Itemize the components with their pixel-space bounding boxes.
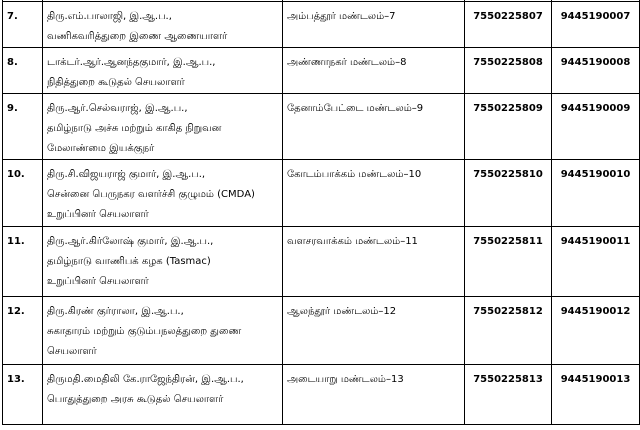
serial-number: 8. <box>3 48 43 94</box>
officer-cell <box>43 297 283 365</box>
serial-number: 10. <box>3 160 43 227</box>
phone-number-1: 7550225812 <box>465 297 552 365</box>
zone-name: அடையாறு மண்டலம்–13 <box>283 365 465 425</box>
serial-number: 13. <box>3 365 43 425</box>
officer-name: திரு.ஆர்.செல்வராஜ், இ.ஆ.ப., <box>47 103 188 114</box>
officer-designation: பொதுத்துறை அரசு கூடுதல் செயலாளர் <box>47 394 224 405</box>
phone-number-1: 7550225810 <box>465 160 552 227</box>
officer-cell <box>43 365 283 425</box>
phone-number-1: 7550225811 <box>465 227 552 297</box>
zone-name: அண்ணாநகர் மண்டலம்–8 <box>283 48 465 94</box>
serial-number: 12. <box>3 297 43 365</box>
phone-number-2: 9445190010 <box>552 160 640 227</box>
officer-cell <box>43 2 283 48</box>
zone-name: ஆலந்தூர் மண்டலம்–12 <box>283 297 465 365</box>
phone-number-2: 9445190009 <box>552 94 640 160</box>
zone-name: வளசரவாக்கம் மண்டலம்–11 <box>283 227 465 297</box>
table-row <box>3 365 640 425</box>
phone-number-1: 7550225813 <box>465 365 552 425</box>
officer-designation: மேலாண்மை இயக்குநர் <box>47 143 155 154</box>
zone-name: தேனாம்பேட்டை மண்டலம்–9 <box>283 94 465 160</box>
phone-number-1: 7550225807 <box>465 2 552 48</box>
officer-designation: செயலாளர் <box>47 346 97 357</box>
officer-designation: நிதித்துறை கூடுதல் செயலாளர் <box>47 77 185 88</box>
phone-number-2: 9445190012 <box>552 297 640 365</box>
serial-number: 11. <box>3 227 43 297</box>
officer-designation: தமிழ்நாடு அச்சு மற்றும் காகித நிறுவன <box>47 123 222 134</box>
officer-designation: வணிகவரித்துறை இணை ஆணையாளர் <box>47 31 228 42</box>
officer-zone-table <box>2 0 640 425</box>
serial-number: 7. <box>3 2 43 48</box>
officer-cell <box>43 160 283 227</box>
phone-number-1: 7550225808 <box>465 48 552 94</box>
officer-name: திரு.கிரண் குர்ராலா, இ.ஆ.ப., <box>47 306 184 317</box>
officer-name: டாக்டர்.ஆர்.ஆனந்தகுமார், இ.ஆ.ப., <box>47 57 216 68</box>
officer-name: திரு.எம்.பாலாஜி, இ.ஆ.ப., <box>47 11 172 22</box>
officer-designation: தமிழ்நாடு வாணிபக் கழக (Tasmac) <box>47 256 211 267</box>
phone-number-2: 9445190007 <box>552 2 640 48</box>
serial-number: 9. <box>3 94 43 160</box>
officer-designation: உறுப்பினர் செயலாளர் <box>47 276 149 287</box>
officer-cell <box>43 48 283 94</box>
zone-name: அம்பத்தூர் மண்டலம்–7 <box>283 2 465 48</box>
officer-name: திரு.ஆர்.கிர்லோஷ் குமார், இ.ஆ.ப., <box>47 236 214 247</box>
officer-cell <box>43 94 283 160</box>
officer-designation: சுகாதாரம் மற்றும் குடும்பநலத்துறை துணை <box>47 326 242 337</box>
table-row <box>3 94 640 160</box>
table-row <box>3 297 640 365</box>
officer-designation: சென்னை பெருநகர வளர்ச்சி குழுமம் (CMDA) <box>47 189 255 200</box>
table-row <box>3 227 640 297</box>
officer-name: திரு.சி.விஜயராஜ் குமார், இ.ஆ.ப., <box>47 169 206 180</box>
phone-number-2: 9445190013 <box>552 365 640 425</box>
officer-designation: உறுப்பினர் செயலாளர் <box>47 209 149 220</box>
phone-number-2: 9445190008 <box>552 48 640 94</box>
table-row <box>3 48 640 94</box>
zone-name: கோடம்பாக்கம் மண்டலம்–10 <box>283 160 465 227</box>
table-row <box>3 2 640 48</box>
officer-name: திருமதி.மைதிலி கே.ராஜேந்திரன், இ.ஆ.ப., <box>47 374 244 385</box>
table-row <box>3 160 640 227</box>
phone-number-2: 9445190011 <box>552 227 640 297</box>
officer-cell <box>43 227 283 297</box>
phone-number-1: 7550225809 <box>465 94 552 160</box>
